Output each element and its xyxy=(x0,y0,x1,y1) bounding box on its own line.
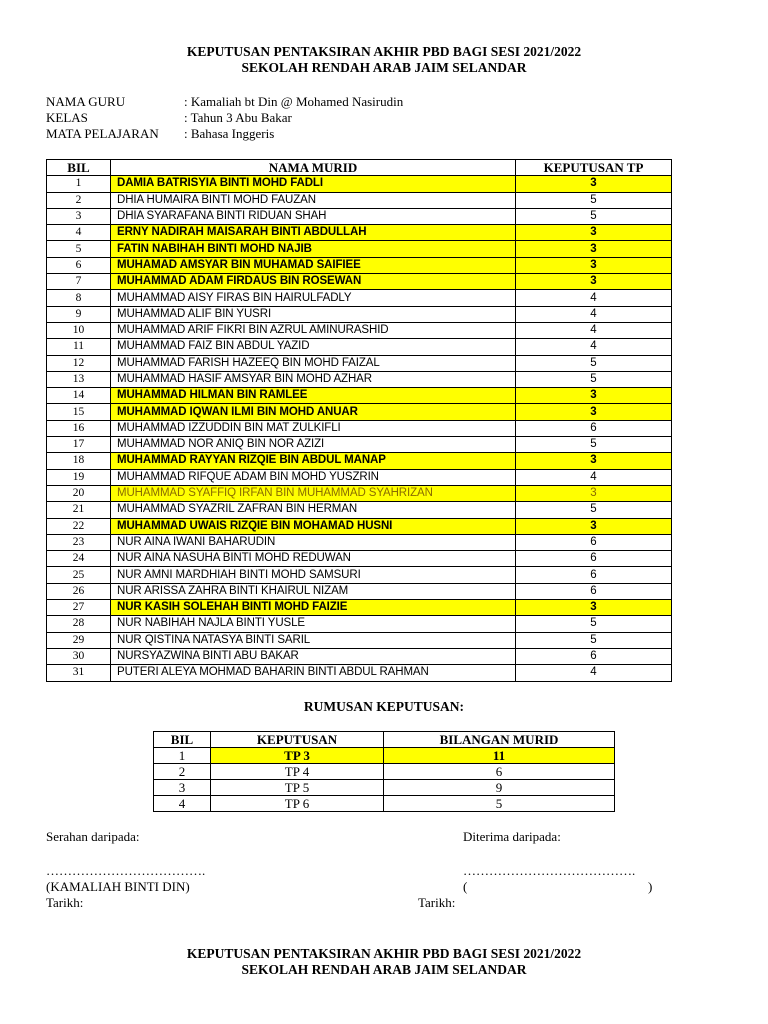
row-keputusan-tp: 3 xyxy=(516,600,672,616)
row-bil: 1 xyxy=(47,176,111,192)
summary-bilangan: 6 xyxy=(384,764,615,780)
serahan-date: Tarikh: xyxy=(46,895,84,910)
row-keputusan-tp: 3 xyxy=(516,176,672,192)
row-bil: 4 xyxy=(47,225,111,241)
row-student-name: MUHAMMAD UWAIS RIZQIE BIN MOHAMAD HUSNI xyxy=(111,518,516,534)
summary-bil: 3 xyxy=(154,780,211,796)
header-bil: BIL xyxy=(47,160,111,176)
row-bil: 29 xyxy=(47,632,111,648)
summary-bilangan: 9 xyxy=(384,780,615,796)
subject-label: MATA PELAJARAN xyxy=(46,126,159,141)
diterima-name-close: ) xyxy=(648,879,653,894)
row-student-name: NUR AINA IWANI BAHARUDIN xyxy=(111,534,516,550)
row-student-name: MUHAMMAD ADAM FIRDAUS BIN ROSEWAN xyxy=(111,274,516,290)
table-row xyxy=(47,371,672,387)
row-keputusan-tp: 6 xyxy=(516,420,672,436)
table-row xyxy=(47,485,672,501)
row-student-name: DHIA HUMAIRA BINTI MOHD FAUZAN xyxy=(111,192,516,208)
row-student-name: MUHAMMAD IZZUDDIN BIN MAT ZULKIFLI xyxy=(111,420,516,436)
row-student-name: MUHAMMAD RAYYAN RIZQIE BIN ABDUL MANAP xyxy=(111,453,516,469)
row-keputusan-tp: 5 xyxy=(516,616,672,632)
row-student-name: NUR NABIHAH NAJLA BINTI YUSLE xyxy=(111,616,516,632)
row-student-name: NUR ARISSA ZAHRA BINTI KHAIRUL NIZAM xyxy=(111,583,516,599)
table-row xyxy=(47,241,672,257)
row-student-name: DAMIA BATRISYIA BINTI MOHD FADLI xyxy=(111,176,516,192)
row-bil: 17 xyxy=(47,437,111,453)
row-keputusan-tp: 4 xyxy=(516,322,672,338)
summary-keputusan: TP 5 xyxy=(211,780,384,796)
row-bil: 11 xyxy=(47,339,111,355)
row-keputusan-tp: 5 xyxy=(516,502,672,518)
row-keputusan-tp: 5 xyxy=(516,437,672,453)
row-keputusan-tp: 3 xyxy=(516,485,672,501)
row-student-name: NUR KASIH SOLEHAH BINTI MOHD FAIZIE xyxy=(111,600,516,616)
row-keputusan-tp: 6 xyxy=(516,534,672,550)
summary-bilangan: 5 xyxy=(384,796,615,812)
row-keputusan-tp: 5 xyxy=(516,355,672,371)
table-row xyxy=(47,600,672,616)
summary-row xyxy=(154,748,615,764)
row-bil: 27 xyxy=(47,600,111,616)
table-row xyxy=(47,437,672,453)
summary-keputusan: TP 3 xyxy=(211,748,384,764)
row-student-name: MUHAMMAD FARISH HAZEEQ BIN MOHD FAIZAL xyxy=(111,355,516,371)
row-keputusan-tp: 3 xyxy=(516,518,672,534)
header-nama-murid: NAMA MURID xyxy=(111,160,516,176)
student-results-table xyxy=(46,159,672,682)
footer-school-name: SEKOLAH RENDAH ARAB JAIM SELANDAR xyxy=(241,962,527,977)
summary-header-bilangan: BILANGAN MURID xyxy=(384,732,615,748)
table-row xyxy=(47,192,672,208)
table-row xyxy=(47,616,672,632)
row-bil: 10 xyxy=(47,322,111,338)
row-student-name: MUHAMMAD HASIF AMSYAR BIN MOHD AZHAR xyxy=(111,371,516,387)
serahan-label: Serahan daripada: xyxy=(46,829,140,844)
table-row xyxy=(47,225,672,241)
row-keputusan-tp: 3 xyxy=(516,225,672,241)
summary-bilangan: 11 xyxy=(384,748,615,764)
row-bil: 19 xyxy=(47,469,111,485)
table-row xyxy=(47,290,672,306)
row-student-name: MUHAMMAD ARIF FIKRI BIN AZRUL AMINURASHID xyxy=(111,322,516,338)
row-student-name: NUR AINA NASUHA BINTI MOHD REDUWAN xyxy=(111,551,516,567)
row-keputusan-tp: 4 xyxy=(516,665,672,681)
info-kelas xyxy=(46,110,292,125)
row-bil: 7 xyxy=(47,274,111,290)
row-bil: 8 xyxy=(47,290,111,306)
row-bil: 31 xyxy=(47,665,111,681)
row-bil: 25 xyxy=(47,567,111,583)
diterima-signature-line: …………………………………. xyxy=(463,863,636,878)
summary-keputusan: TP 6 xyxy=(211,796,384,812)
row-bil: 28 xyxy=(47,616,111,632)
kelas-value: : Tahun 3 Abu Bakar xyxy=(184,110,292,125)
row-bil: 14 xyxy=(47,388,111,404)
summary-bil: 2 xyxy=(154,764,211,780)
row-student-name: MUHAMAD AMSYAR BIN MUHAMAD SAIFIEE xyxy=(111,257,516,273)
table-row xyxy=(47,518,672,534)
row-bil: 16 xyxy=(47,420,111,436)
row-bil: 18 xyxy=(47,453,111,469)
table-row xyxy=(47,274,672,290)
row-keputusan-tp: 3 xyxy=(516,453,672,469)
row-bil: 15 xyxy=(47,404,111,420)
table-row xyxy=(47,469,672,485)
summary-header-keputusan: KEPUTUSAN xyxy=(211,732,384,748)
row-bil: 13 xyxy=(47,371,111,387)
table-row xyxy=(47,502,672,518)
guru-value: : Kamaliah bt Din @ Mohamed Nasirudin xyxy=(184,94,404,109)
row-student-name: ERNY NADIRAH MAISARAH BINTI ABDULLAH xyxy=(111,225,516,241)
table-row xyxy=(47,665,672,681)
summary-bil: 4 xyxy=(154,796,211,812)
summary-row xyxy=(154,780,615,796)
summary-row xyxy=(154,764,615,780)
table-row xyxy=(47,306,672,322)
row-keputusan-tp: 4 xyxy=(516,469,672,485)
kelas-label: KELAS xyxy=(46,110,88,125)
table-row xyxy=(47,583,672,599)
row-student-name: DHIA SYARAFANA BINTI RIDUAN SHAH xyxy=(111,208,516,224)
row-keputusan-tp: 4 xyxy=(516,339,672,355)
row-student-name: MUHAMMAD SYAZRIL ZAFRAN BIN HERMAN xyxy=(111,502,516,518)
table-row xyxy=(47,176,672,192)
table-header-row xyxy=(47,160,672,176)
summary-header-row xyxy=(154,732,615,748)
document-title: KEPUTUSAN PENTAKSIRAN AKHIR PBD BAGI SESI 2021/2022 xyxy=(186,44,582,59)
summary-keputusan: TP 4 xyxy=(211,764,384,780)
row-student-name: NURSYAZWINA BINTI ABU BAKAR xyxy=(111,648,516,664)
table-row xyxy=(47,388,672,404)
summary-table xyxy=(153,731,615,812)
row-keputusan-tp: 5 xyxy=(516,371,672,387)
row-keputusan-tp: 5 xyxy=(516,192,672,208)
row-student-name: MUHAMMAD HILMAN BIN RAMLEE xyxy=(111,388,516,404)
row-student-name: NUR AMNI MARDHIAH BINTI MOHD SAMSURI xyxy=(111,567,516,583)
row-bil: 20 xyxy=(47,485,111,501)
header-keputusan-tp: KEPUTUSAN TP xyxy=(516,160,672,176)
subject-value: : Bahasa Inggeris xyxy=(184,126,275,141)
row-student-name: MUHAMMAD FAIZ BIN ABDUL YAZID xyxy=(111,339,516,355)
summary-header-bil: BIL xyxy=(154,732,211,748)
row-keputusan-tp: 5 xyxy=(516,208,672,224)
diterima-label: Diterima daripada: xyxy=(463,829,561,844)
row-student-name: MUHAMMAD AISY FIRAS BIN HAIRULFADLY xyxy=(111,290,516,306)
table-row xyxy=(47,567,672,583)
row-student-name: MUHAMMAD NOR ANIQ BIN NOR AZIZI xyxy=(111,437,516,453)
row-keputusan-tp: 3 xyxy=(516,388,672,404)
row-bil: 26 xyxy=(47,583,111,599)
row-student-name: MUHAMMAD IQWAN ILMI BIN MOHD ANUAR xyxy=(111,404,516,420)
table-row xyxy=(47,534,672,550)
table-row xyxy=(47,355,672,371)
table-row xyxy=(47,453,672,469)
table-row xyxy=(47,339,672,355)
summary-bil: 1 xyxy=(154,748,211,764)
table-row xyxy=(47,257,672,273)
guru-label: NAMA GURU xyxy=(46,94,126,109)
row-keputusan-tp: 4 xyxy=(516,306,672,322)
row-keputusan-tp: 6 xyxy=(516,583,672,599)
row-bil: 3 xyxy=(47,208,111,224)
row-bil: 6 xyxy=(47,257,111,273)
row-bil: 24 xyxy=(47,551,111,567)
summary-row xyxy=(154,796,615,812)
row-keputusan-tp: 6 xyxy=(516,648,672,664)
table-row xyxy=(47,632,672,648)
table-row xyxy=(47,208,672,224)
row-bil: 21 xyxy=(47,502,111,518)
table-row xyxy=(47,420,672,436)
table-row xyxy=(47,404,672,420)
table-row xyxy=(47,322,672,338)
serahan-signature-line: ………………………………. xyxy=(46,863,206,878)
row-bil: 9 xyxy=(47,306,111,322)
diterima-date: Tarikh: xyxy=(418,895,456,910)
row-student-name: PUTERI ALEYA MOHMAD BAHARIN BINTI ABDUL RAHMAN xyxy=(111,665,516,681)
row-bil: 2 xyxy=(47,192,111,208)
row-bil: 23 xyxy=(47,534,111,550)
row-keputusan-tp: 3 xyxy=(516,274,672,290)
student-table-body xyxy=(47,176,672,681)
row-keputusan-tp: 4 xyxy=(516,290,672,306)
row-keputusan-tp: 3 xyxy=(516,404,672,420)
row-keputusan-tp: 6 xyxy=(516,567,672,583)
row-keputusan-tp: 5 xyxy=(516,632,672,648)
row-keputusan-tp: 3 xyxy=(516,241,672,257)
row-student-name: MUHAMMAD RIFQUE ADAM BIN MOHD YUSZRIN xyxy=(111,469,516,485)
row-bil: 22 xyxy=(47,518,111,534)
summary-table-body xyxy=(154,748,615,812)
row-bil: 12 xyxy=(47,355,111,371)
table-row xyxy=(47,551,672,567)
row-bil: 5 xyxy=(47,241,111,257)
row-student-name: MUHAMMAD SYAFFIQ IRFAN BIN MUHAMMAD SYAHRIZAN xyxy=(111,485,516,501)
row-student-name: FATIN NABIHAH BINTI MOHD NAJIB xyxy=(111,241,516,257)
row-bil: 30 xyxy=(47,648,111,664)
diterima-name-open: ( xyxy=(463,879,468,894)
table-row xyxy=(47,648,672,664)
school-name: SEKOLAH RENDAH ARAB JAIM SELANDAR xyxy=(241,60,527,75)
row-student-name: MUHAMMAD ALIF BIN YUSRI xyxy=(111,306,516,322)
footer-title: KEPUTUSAN PENTAKSIRAN AKHIR PBD BAGI SESI 2021/2022 xyxy=(186,946,582,961)
row-keputusan-tp: 6 xyxy=(516,551,672,567)
info-subject xyxy=(46,126,274,141)
summary-title: RUMUSAN KEPUTUSAN: xyxy=(303,699,465,714)
row-student-name: NUR QISTINA NATASYA BINTI SARIL xyxy=(111,632,516,648)
serahan-name: (KAMALIAH BINTI DIN) xyxy=(46,879,190,894)
row-keputusan-tp: 3 xyxy=(516,257,672,273)
info-guru xyxy=(46,94,403,109)
